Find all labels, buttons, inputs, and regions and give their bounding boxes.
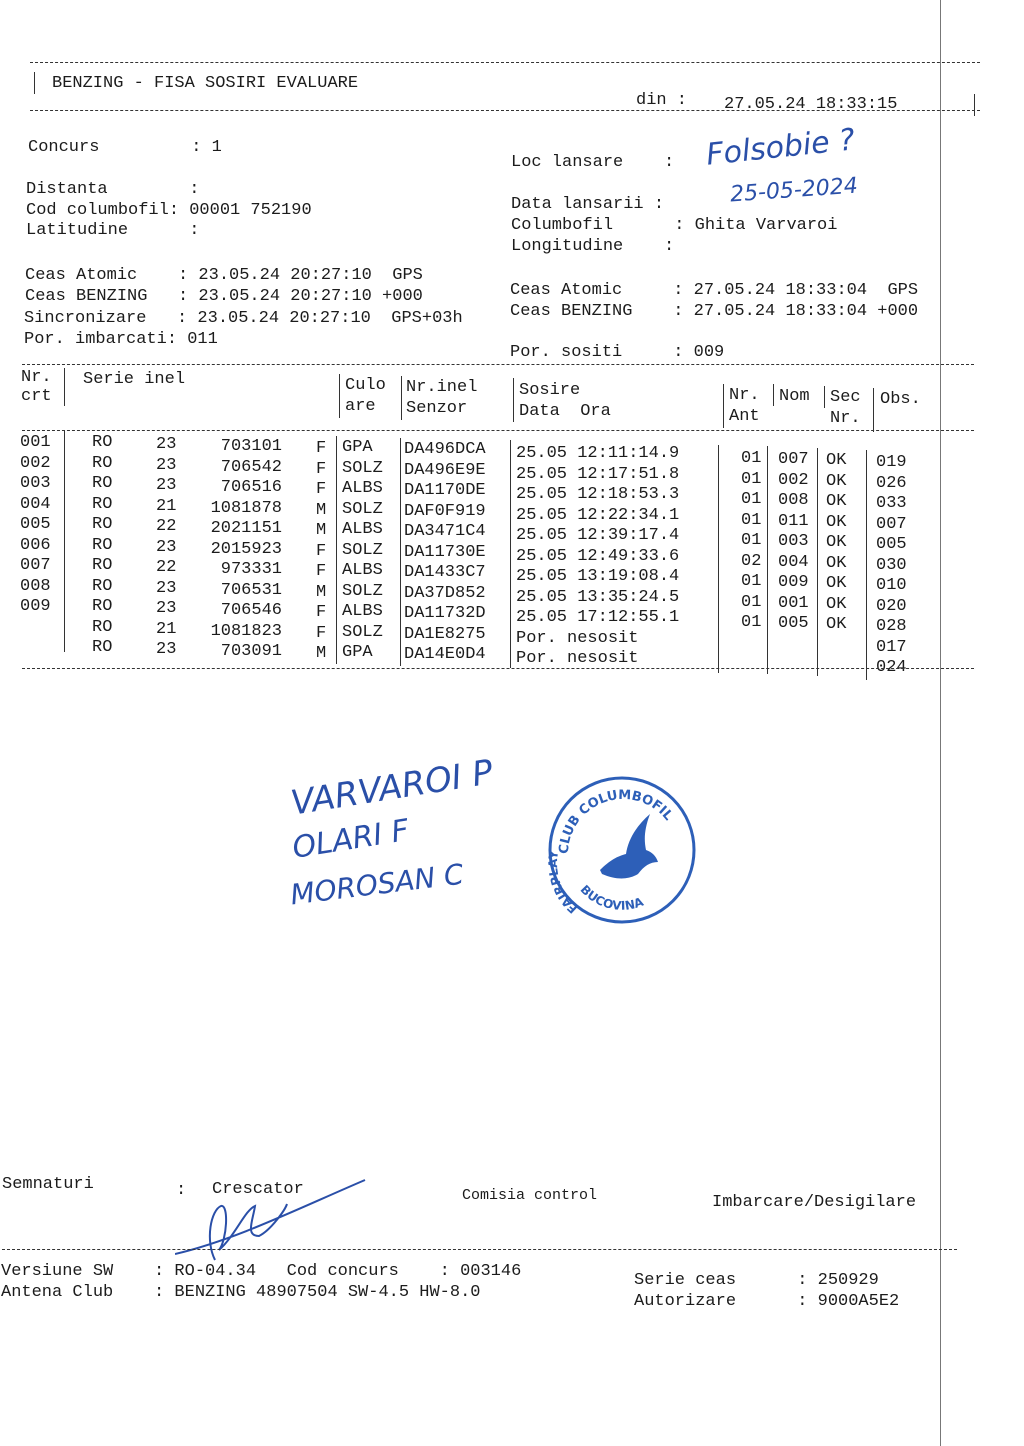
cell-sensor: DA1170DE bbox=[404, 481, 486, 500]
col-serie: Serie inel bbox=[83, 370, 186, 389]
columbofil-line: Columbofil : Ghita Varvaroi bbox=[511, 216, 838, 235]
cell-color: GPA bbox=[342, 438, 373, 457]
cell-country: RO bbox=[92, 576, 113, 596]
cell-sec: OK bbox=[826, 574, 847, 593]
cell-ring: 703091 bbox=[220, 642, 282, 661]
cell-arrival: 25.05 12:11:14.9 bbox=[516, 444, 680, 463]
dove-icon bbox=[600, 814, 658, 879]
cell-ant: 01 bbox=[741, 490, 762, 509]
page-edge-line bbox=[940, 0, 941, 1446]
cell-sec: OK bbox=[826, 471, 847, 491]
cell-year: 21 bbox=[156, 619, 177, 639]
cell-crt: 006 bbox=[20, 535, 51, 555]
club-stamp bbox=[540, 770, 700, 930]
hdr-sep-1 bbox=[64, 368, 65, 406]
hdr-sep-4 bbox=[513, 378, 514, 422]
cell-sec: OK bbox=[826, 492, 847, 511]
cell-nom: 003 bbox=[778, 532, 809, 551]
cell-sex: F bbox=[316, 459, 327, 479]
header-right-bar bbox=[974, 94, 975, 116]
cod-columbofil-line: Cod columbofil: 00001 752190 bbox=[26, 201, 312, 220]
cell-country: RO bbox=[92, 433, 113, 452]
body-sep-5 bbox=[718, 445, 719, 673]
hdr-sep-2 bbox=[339, 374, 340, 418]
cell-sex: F bbox=[316, 562, 327, 581]
cell-ring: 2021151 bbox=[210, 519, 282, 538]
longitudine-line: Longitudine : bbox=[511, 237, 675, 256]
cell-sensor: DA1433C7 bbox=[404, 563, 486, 582]
cell-arrival: 25.05 17:12:55.1 bbox=[516, 608, 680, 627]
col-nom: Nom bbox=[779, 387, 810, 406]
cell-ring: 973331 bbox=[220, 560, 282, 579]
cell-color: SOLZ bbox=[342, 581, 383, 601]
signatures-label: Semnaturi bbox=[2, 1175, 94, 1194]
cell-obs: 033 bbox=[876, 494, 907, 513]
cell-year: 23 bbox=[156, 599, 177, 618]
cell-sex: F bbox=[316, 623, 327, 643]
cell-obs: 026 bbox=[876, 473, 907, 493]
footer-line-1: Versiune SW : RO-04.34 Cod concurs : 003146 bbox=[1, 1262, 522, 1281]
cell-sex: F bbox=[316, 439, 327, 458]
col-culo: Culo bbox=[345, 376, 386, 395]
hdr-sep-7 bbox=[824, 386, 825, 408]
body-sep-1 bbox=[64, 430, 65, 652]
cell-color: SOLZ bbox=[342, 458, 383, 478]
cell-sex: F bbox=[316, 480, 327, 499]
cell-ant: 01 bbox=[741, 449, 762, 468]
col-are: are bbox=[345, 397, 376, 416]
cell-ring: 1081823 bbox=[210, 621, 282, 641]
stamp-bottom-text: BUCOVINA bbox=[577, 882, 646, 913]
cell-country: RO bbox=[92, 597, 113, 616]
cell-arrival: Por. nesosit bbox=[516, 649, 639, 668]
data-lansarii-line: Data lansarii : bbox=[511, 195, 665, 214]
handwritten-name-3: MOROSAN C bbox=[288, 857, 466, 912]
cell-sex: F bbox=[316, 603, 327, 622]
clock-right-3: Por. sositi : 009 bbox=[510, 343, 725, 362]
col-nr: Nr. bbox=[21, 368, 52, 387]
header-bottom-rule bbox=[30, 110, 980, 111]
cell-year: 22 bbox=[156, 558, 177, 577]
cell-sex: M bbox=[316, 644, 327, 663]
cell-sensor: DA496DCA bbox=[404, 440, 486, 459]
cell-ring: 706531 bbox=[220, 580, 282, 600]
footer-rule bbox=[2, 1249, 957, 1250]
cell-sec: OK bbox=[826, 615, 847, 634]
cell-sex: F bbox=[316, 541, 327, 561]
cell-obs: 007 bbox=[876, 514, 907, 534]
cell-arrival: 25.05 12:17:51.8 bbox=[516, 464, 680, 484]
cell-obs: 024 bbox=[876, 658, 907, 677]
cell-year: 22 bbox=[156, 517, 177, 536]
col-sosire: Sosire bbox=[519, 381, 581, 400]
col-crt: crt bbox=[21, 387, 52, 406]
cell-country: RO bbox=[92, 638, 113, 657]
latitudine-line: Latitudine : bbox=[26, 221, 200, 240]
cell-year: 23 bbox=[156, 435, 177, 454]
cell-sensor: DA3471C4 bbox=[404, 522, 486, 541]
cell-sex: M bbox=[316, 521, 327, 540]
print-date-label: din : bbox=[636, 91, 688, 110]
header-left-bar bbox=[34, 72, 35, 94]
col-obs: Obs. bbox=[880, 390, 921, 409]
cell-color: ALBS bbox=[342, 479, 383, 498]
cell-year: 23 bbox=[156, 640, 177, 659]
body-sep-2 bbox=[336, 436, 337, 664]
cell-ant: 01 bbox=[741, 592, 762, 612]
cell-arrival: 25.05 12:22:34.1 bbox=[516, 505, 680, 525]
cell-nom: 007 bbox=[778, 450, 809, 469]
cell-ant: 01 bbox=[741, 613, 762, 632]
distanta-line: Distanta : bbox=[26, 180, 200, 199]
clock-left-4: Por. imbarcati: 011 bbox=[24, 330, 218, 349]
cell-crt: 009 bbox=[20, 597, 51, 616]
cell-crt: 005 bbox=[20, 515, 51, 534]
body-sep-7 bbox=[817, 448, 818, 676]
cell-crt: 004 bbox=[20, 494, 51, 514]
cell-obs: 019 bbox=[876, 453, 907, 472]
header-top-rule bbox=[30, 62, 980, 63]
cell-color: ALBS bbox=[342, 561, 383, 580]
col-sec-2: Nr. bbox=[830, 409, 861, 428]
cell-color: SOLZ bbox=[342, 622, 383, 642]
cell-arrival: 25.05 13:35:24.5 bbox=[516, 587, 680, 607]
comisia-label: Comisia control bbox=[462, 1187, 598, 1204]
concurs-line: Concurs : 1 bbox=[28, 138, 222, 157]
clock-left-1: Ceas Atomic : 23.05.24 20:27:10 GPS bbox=[25, 266, 423, 285]
cell-sec: OK bbox=[826, 451, 847, 470]
cell-sensor: DA37D852 bbox=[404, 583, 486, 603]
cell-sec: OK bbox=[826, 533, 847, 552]
cell-ant: 02 bbox=[741, 551, 762, 571]
cell-sensor: DA11730E bbox=[404, 542, 486, 562]
print-date-value: 27.05.24 18:33:15 bbox=[724, 95, 898, 114]
cell-crt: 003 bbox=[20, 474, 51, 493]
cell-crt: 008 bbox=[20, 576, 51, 596]
cell-country: RO bbox=[92, 556, 113, 575]
loc-lansare-line: Loc lansare : bbox=[511, 153, 675, 172]
cell-obs: 030 bbox=[876, 555, 907, 575]
cell-country: RO bbox=[92, 494, 113, 514]
cell-year: 23 bbox=[156, 537, 177, 557]
cell-year: 23 bbox=[156, 578, 177, 598]
cell-country: RO bbox=[92, 453, 113, 473]
cell-ant: 01 bbox=[741, 531, 762, 550]
col-sec-1: Sec bbox=[830, 388, 861, 407]
cell-arrival: 25.05 13:19:08.4 bbox=[516, 567, 680, 586]
stamp-left-text: FAIRPLAY bbox=[546, 849, 581, 917]
signatures-colon: : bbox=[176, 1181, 187, 1200]
handwritten-name-2: OLARI F bbox=[289, 813, 412, 866]
cell-crt: 001 bbox=[20, 433, 51, 452]
cell-sec: OK bbox=[826, 553, 847, 573]
cell-sensor: DA14E0D4 bbox=[404, 645, 486, 664]
document-title: BENZING - FISA SOSIRI EVALUARE bbox=[52, 74, 359, 93]
cell-sec: OK bbox=[826, 512, 847, 532]
cell-sensor: DA496E9E bbox=[404, 460, 486, 480]
cell-ring: 706546 bbox=[220, 601, 282, 620]
clock-right-1: Ceas Atomic : 27.05.24 18:33:04 GPS bbox=[510, 281, 919, 300]
col-nrinel: Nr.inel bbox=[406, 378, 478, 397]
cell-ant: 01 bbox=[741, 510, 762, 530]
stamp-top-text: CLUB COLUMBOFIL bbox=[556, 787, 676, 855]
cell-country: RO bbox=[92, 617, 113, 637]
cell-nom: 009 bbox=[778, 573, 809, 592]
cell-sec: OK bbox=[826, 594, 847, 614]
cell-ant: 01 bbox=[741, 469, 762, 489]
col-nr-ant-1: Nr. bbox=[729, 386, 760, 405]
body-sep-8 bbox=[866, 450, 867, 680]
cell-arrival: Por. nesosit bbox=[516, 628, 639, 648]
cell-sex: M bbox=[316, 582, 327, 602]
cell-arrival: 25.05 12:39:17.4 bbox=[516, 526, 680, 545]
cell-year: 23 bbox=[156, 455, 177, 475]
handwritten-name-1: VARVAROI P bbox=[288, 752, 496, 824]
crescator-label: Crescator bbox=[212, 1180, 304, 1199]
handwritten-release-date: 25-05-2024 bbox=[729, 173, 859, 208]
cell-obs: 005 bbox=[876, 535, 907, 554]
hdr-sep-8 bbox=[873, 388, 874, 432]
cell-country: RO bbox=[92, 515, 113, 534]
cell-ring: 2015923 bbox=[210, 539, 282, 559]
cell-country: RO bbox=[92, 535, 113, 555]
table-bottom-rule bbox=[22, 668, 974, 669]
cell-ring: 706542 bbox=[220, 457, 282, 477]
cell-year: 21 bbox=[156, 496, 177, 516]
cell-ring: 1081878 bbox=[210, 498, 282, 518]
cell-sensor: DA11732D bbox=[404, 604, 486, 623]
cell-color: SOLZ bbox=[342, 540, 383, 560]
col-data-ora: Data Ora bbox=[519, 402, 611, 421]
cell-color: SOLZ bbox=[342, 499, 383, 519]
cell-sensor: DA1E8275 bbox=[404, 624, 486, 644]
cell-ring: 703101 bbox=[220, 437, 282, 456]
cell-obs: 020 bbox=[876, 596, 907, 616]
cell-color: ALBS bbox=[342, 520, 383, 539]
body-sep-6 bbox=[767, 446, 768, 674]
cell-nom: 002 bbox=[778, 470, 809, 490]
handwritten-release-place: Folsobie ? bbox=[704, 122, 857, 173]
cell-color: GPA bbox=[342, 643, 373, 662]
hdr-sep-5 bbox=[723, 384, 724, 428]
cell-nom: 004 bbox=[778, 552, 809, 572]
cell-country: RO bbox=[92, 474, 113, 493]
hdr-sep-6 bbox=[773, 384, 774, 406]
cell-nom: 001 bbox=[778, 593, 809, 613]
cell-sensor: DAF0F919 bbox=[404, 501, 486, 521]
footer-serie-ceas: Serie ceas : 250929 bbox=[634, 1271, 879, 1290]
cell-crt: 002 bbox=[20, 453, 51, 473]
cell-nom: 008 bbox=[778, 491, 809, 510]
cell-color: ALBS bbox=[342, 602, 383, 621]
col-nr-ant-2: Ant bbox=[729, 407, 760, 426]
footer-autorizare: Autorizare : 9000A5E2 bbox=[634, 1292, 900, 1311]
clock-left-2: Ceas BENZING : 23.05.24 20:27:10 +000 bbox=[25, 287, 423, 306]
cell-obs: 017 bbox=[876, 637, 907, 657]
body-sep-3 bbox=[400, 438, 401, 666]
col-senzor: Senzor bbox=[406, 399, 468, 418]
cell-arrival: 25.05 12:18:53.3 bbox=[516, 485, 680, 504]
cell-nom: 005 bbox=[778, 614, 809, 633]
footer-line-2: Antena Club : BENZING 48907504 SW-4.5 HW-8.0 bbox=[1, 1283, 481, 1302]
table-top-rule bbox=[22, 364, 974, 365]
cell-obs: 028 bbox=[876, 617, 907, 636]
cell-arrival: 25.05 12:49:33.6 bbox=[516, 546, 680, 566]
imbarcare-label: Imbarcare/Desigilare bbox=[712, 1193, 917, 1212]
clock-left-3: Sincronizare : 23.05.24 20:27:10 GPS+03h bbox=[24, 309, 463, 328]
cell-crt: 007 bbox=[20, 556, 51, 575]
clock-right-2: Ceas BENZING : 27.05.24 18:33:04 +000 bbox=[510, 302, 919, 321]
cell-nom: 011 bbox=[778, 511, 809, 531]
cell-ring: 706516 bbox=[220, 478, 282, 497]
cell-ant: 01 bbox=[741, 572, 762, 591]
table-header-rule bbox=[22, 430, 974, 431]
body-sep-4 bbox=[510, 440, 511, 668]
cell-sex: M bbox=[316, 500, 327, 520]
cell-year: 23 bbox=[156, 476, 177, 495]
hdr-sep-3 bbox=[401, 376, 402, 420]
cell-obs: 010 bbox=[876, 576, 907, 595]
